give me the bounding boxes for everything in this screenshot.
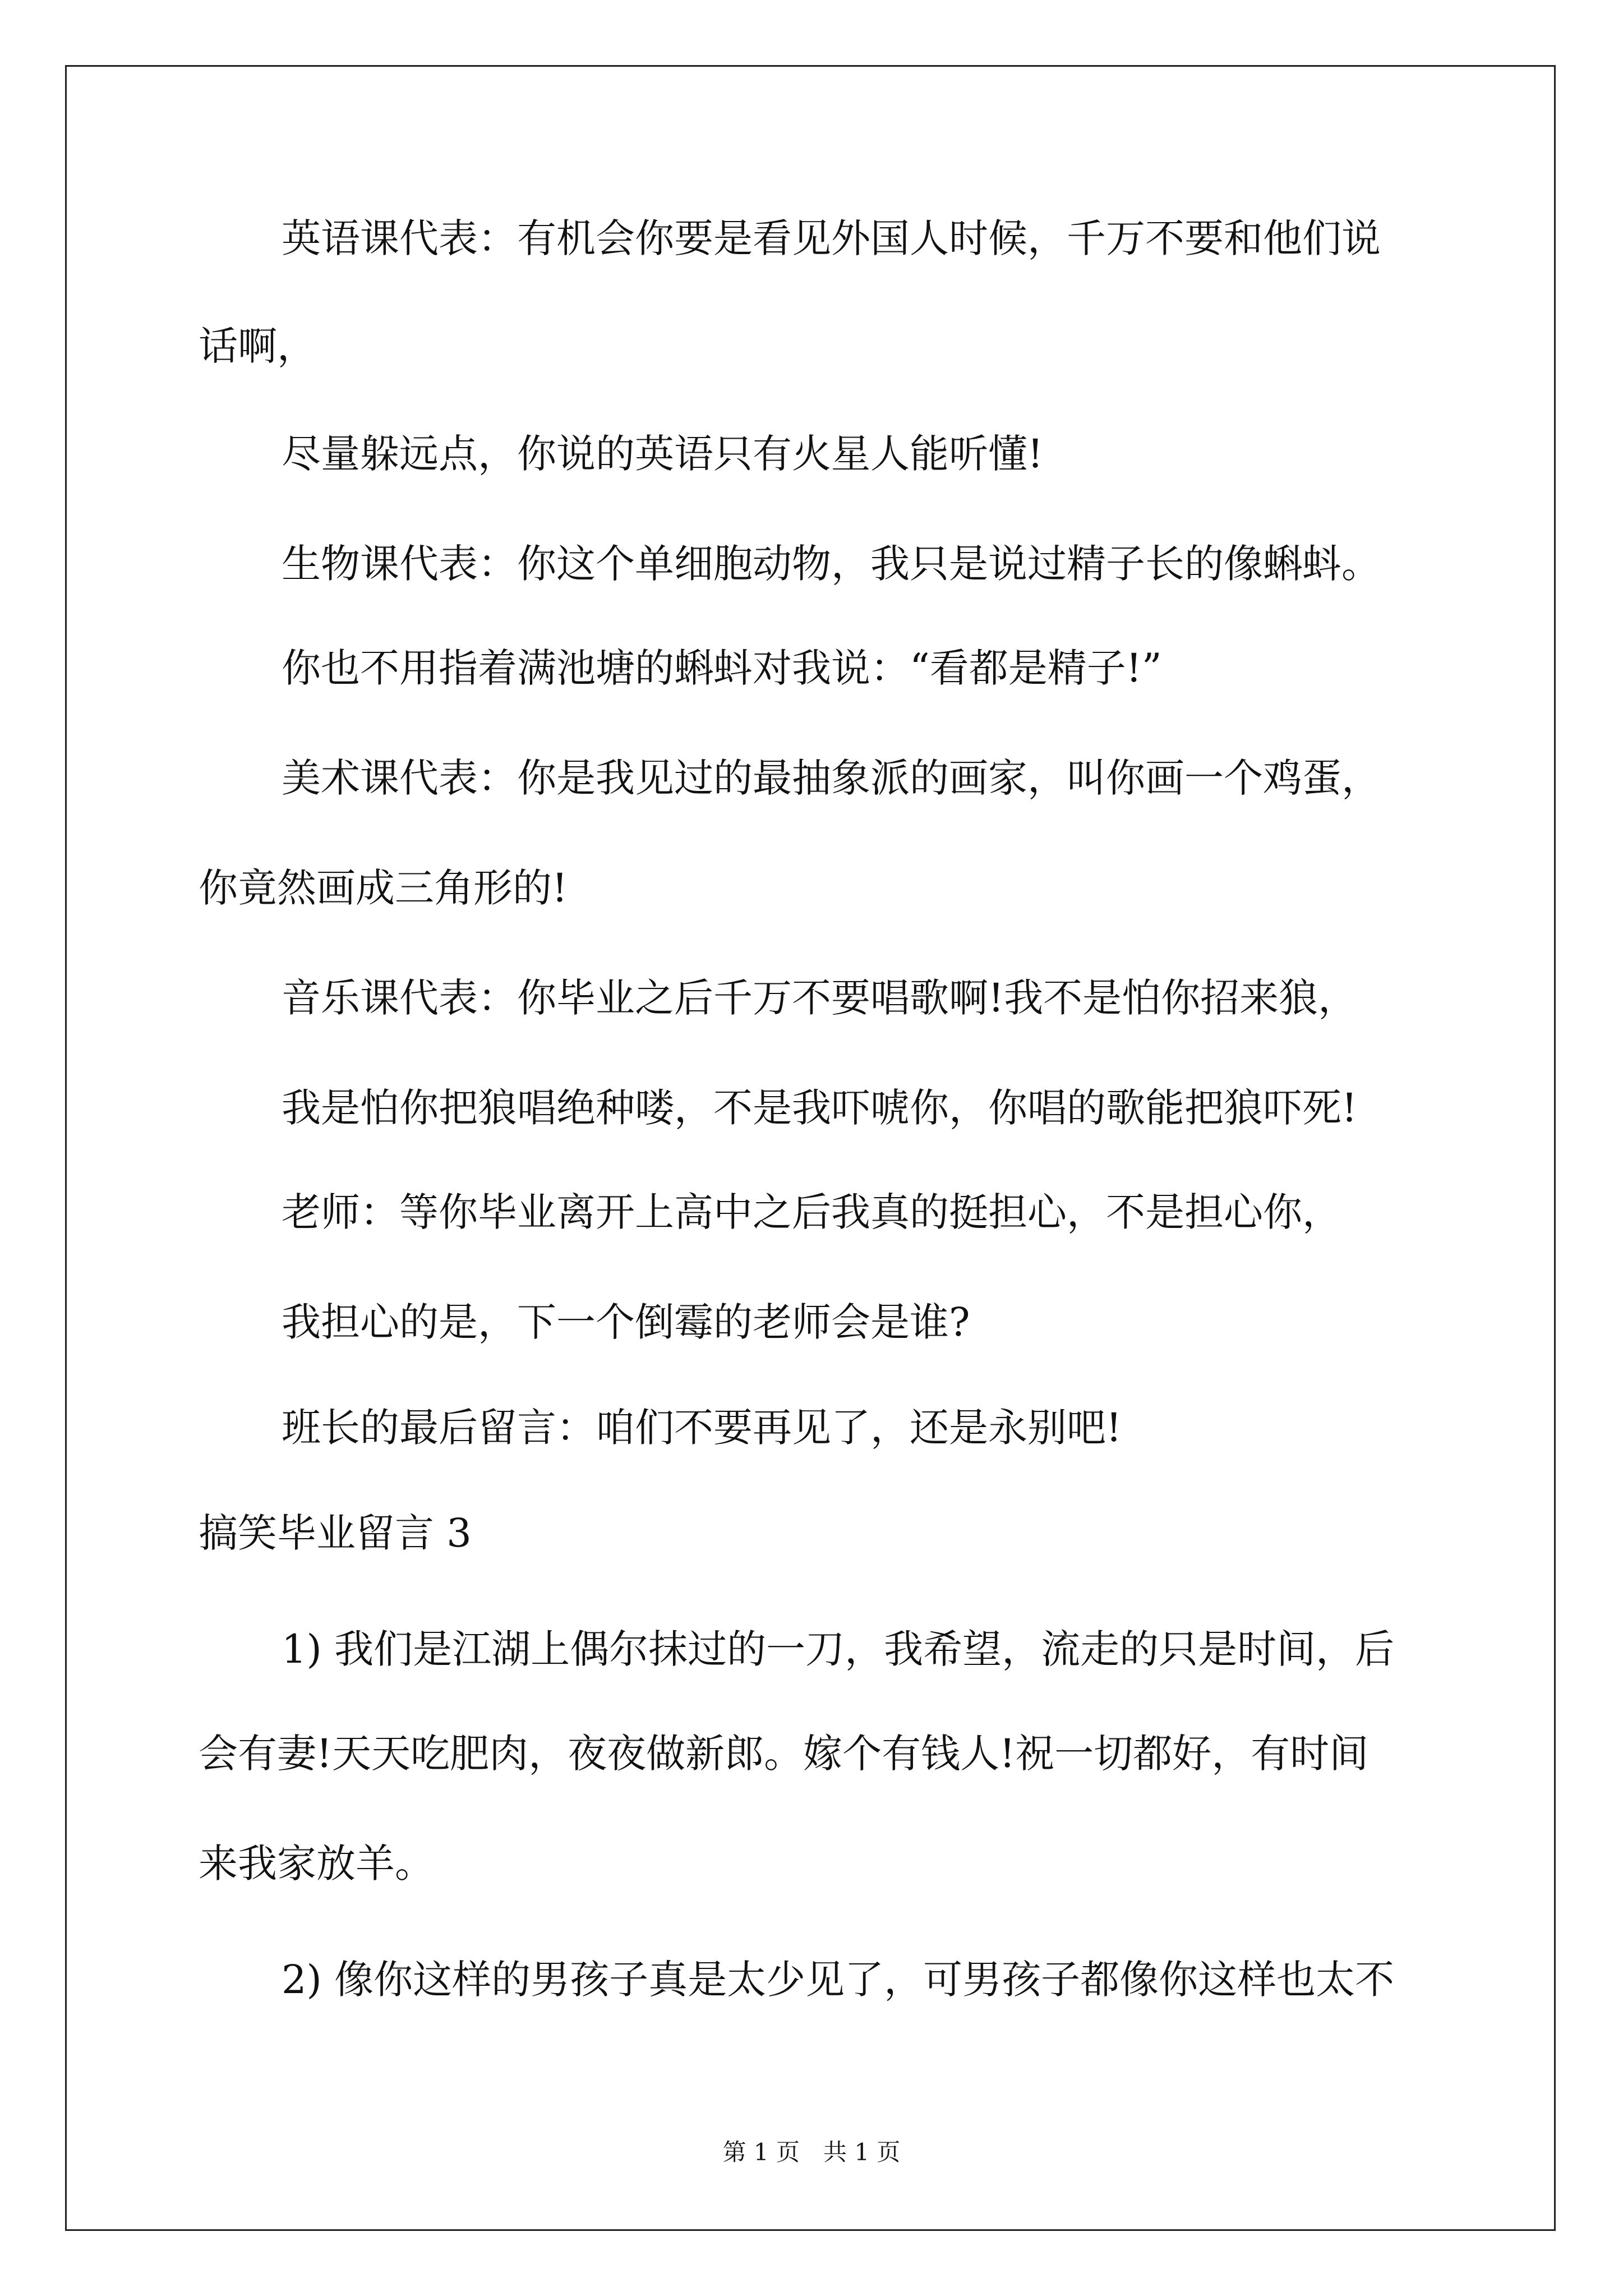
text-line: 班长的最后留言：咱们不要再见了，还是永别吧! [282, 1405, 1122, 1451]
text-line: 美术课代表：你是我见过的最抽象派的画家，叫你画一个鸡蛋， [282, 755, 1381, 801]
text-line: 我担心的是，下一个倒霉的老师会是谁? [282, 1299, 970, 1345]
section-heading: 搞笑毕业留言 3 [199, 1510, 472, 1556]
text-line: 1) 我们是江湖上偶尔抹过的一刀，我希望，流走的只是时间，后 [282, 1626, 1395, 1672]
page-footer: 第 1 页 共 1 页 [722, 2138, 901, 2166]
text-line: 话啊， [199, 323, 316, 369]
text-line: 来我家放羊。 [199, 1841, 434, 1887]
document-body [199, 210, 1427, 2008]
text-line: 会有妻!天天吃肥肉，夜夜做新郎。嫁个有钱人!祝一切都好，有时间 [199, 1731, 1369, 1777]
text-line: 2) 像你这样的男孩子真是太少见了，可男孩子都像你这样也太不 [282, 1957, 1395, 2003]
text-line: 音乐课代表：你毕业之后千万不要唱歌啊!我不是怕你招来狼， [282, 975, 1358, 1021]
text-line: 老师：等你毕业离开上高中之后我真的挺担心，不是担心你， [282, 1189, 1341, 1235]
text-line: 我是怕你把狼唱绝种喽，不是我吓唬你，你唱的歌能把狼吓死! [282, 1085, 1358, 1131]
text-line: 生物课代表：你这个单细胞动物，我只是说过精子长的像蝌蚪。 [282, 541, 1381, 587]
text-line: 你也不用指着满池塘的蝌蚪对我说：“看都是精子!” [282, 645, 1162, 691]
text-line: 英语课代表：有机会你要是看见外国人时候，千万不要和他们说 [282, 215, 1381, 261]
text-line: 你竟然画成三角形的! [199, 865, 568, 911]
text-line: 尽量躲远点，你说的英语只有火星人能听懂! [282, 431, 1044, 477]
